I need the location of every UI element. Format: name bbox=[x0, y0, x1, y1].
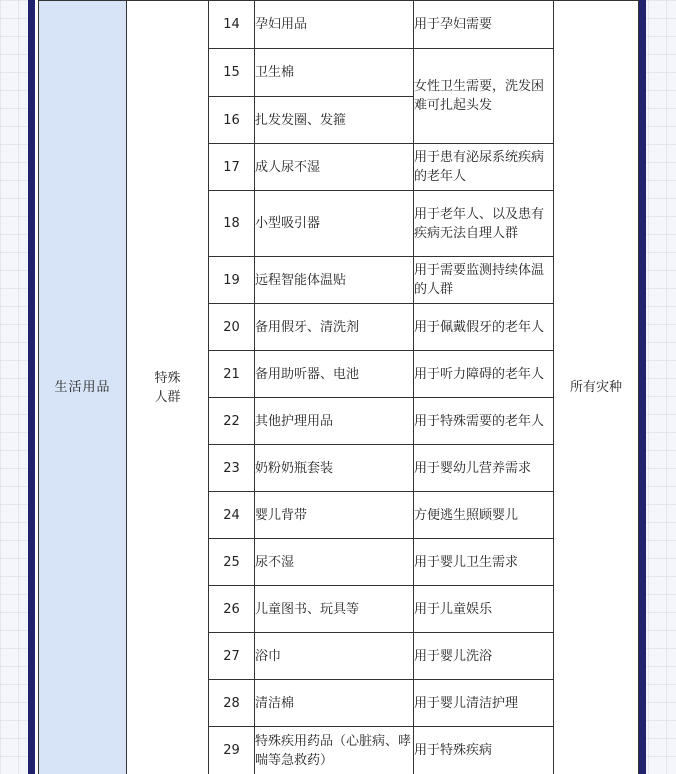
item-use: 用于婴儿卫生需求 bbox=[414, 539, 554, 586]
item-use: 用于听力障碍的老年人 bbox=[414, 351, 554, 398]
row-number: 15 bbox=[209, 49, 255, 97]
item-use: 用于需要监测持续体温的人群 bbox=[414, 257, 554, 304]
row-number: 23 bbox=[209, 445, 255, 492]
item-use: 用于婴儿清洁护理 bbox=[414, 680, 554, 727]
item-use: 用于孕妇需要 bbox=[414, 1, 554, 49]
item-use: 用于特殊需要的老年人 bbox=[414, 398, 554, 445]
row-number: 18 bbox=[209, 191, 255, 257]
row-number: 20 bbox=[209, 304, 255, 351]
item-use: 用于儿童娱乐 bbox=[414, 586, 554, 633]
row-number: 22 bbox=[209, 398, 255, 445]
item-name: 清洁棉 bbox=[255, 680, 414, 727]
item-use: 用于婴幼儿营养需求 bbox=[414, 445, 554, 492]
row-number: 19 bbox=[209, 257, 255, 304]
item-name: 成人尿不湿 bbox=[255, 144, 414, 191]
group-cell bbox=[127, 1, 209, 774]
document-frame bbox=[28, 0, 646, 774]
table-row bbox=[39, 1, 639, 49]
row-number: 25 bbox=[209, 539, 255, 586]
row-number: 28 bbox=[209, 680, 255, 727]
item-name: 特殊疾用药品（心脏病、哮喘等急救药） bbox=[255, 727, 414, 774]
group-label: 特殊人群 bbox=[154, 370, 181, 405]
item-name: 备用假牙、清洗剂 bbox=[255, 304, 414, 351]
item-name: 尿不湿 bbox=[255, 539, 414, 586]
item-use: 女性卫生需要，洗发困难可扎起头发 bbox=[414, 49, 554, 144]
item-name: 婴儿背带 bbox=[255, 492, 414, 539]
item-name: 卫生棉 bbox=[255, 49, 414, 97]
category-cell: 生活用品 bbox=[39, 1, 127, 774]
item-name: 浴巾 bbox=[255, 633, 414, 680]
item-use: 方便逃生照顾婴儿 bbox=[414, 492, 554, 539]
item-name: 备用助听器、电池 bbox=[255, 351, 414, 398]
row-number: 16 bbox=[209, 97, 255, 144]
row-number: 27 bbox=[209, 633, 255, 680]
row-number: 14 bbox=[209, 1, 255, 49]
item-name: 小型吸引器 bbox=[255, 191, 414, 257]
item-name: 扎发发圈、发箍 bbox=[255, 97, 414, 144]
item-name: 其他护理用品 bbox=[255, 398, 414, 445]
item-name: 奶粉奶瓶套装 bbox=[255, 445, 414, 492]
item-use: 用于老年人、以及患有疾病无法自理人群 bbox=[414, 191, 554, 257]
item-name: 儿童图书、玩具等 bbox=[255, 586, 414, 633]
item-name: 远程智能体温贴 bbox=[255, 257, 414, 304]
row-number: 21 bbox=[209, 351, 255, 398]
disaster-cell: 所有灾种 bbox=[554, 1, 639, 774]
item-use: 用于特殊疾病 bbox=[414, 727, 554, 774]
row-number: 26 bbox=[209, 586, 255, 633]
supplies-table bbox=[38, 0, 639, 774]
row-number: 17 bbox=[209, 144, 255, 191]
item-use: 用于患有泌尿系统疾病的老年人 bbox=[414, 144, 554, 191]
row-number: 29 bbox=[209, 727, 255, 774]
item-use: 用于婴儿洗浴 bbox=[414, 633, 554, 680]
item-use: 用于佩戴假牙的老年人 bbox=[414, 304, 554, 351]
item-name: 孕妇用品 bbox=[255, 1, 414, 49]
row-number: 24 bbox=[209, 492, 255, 539]
